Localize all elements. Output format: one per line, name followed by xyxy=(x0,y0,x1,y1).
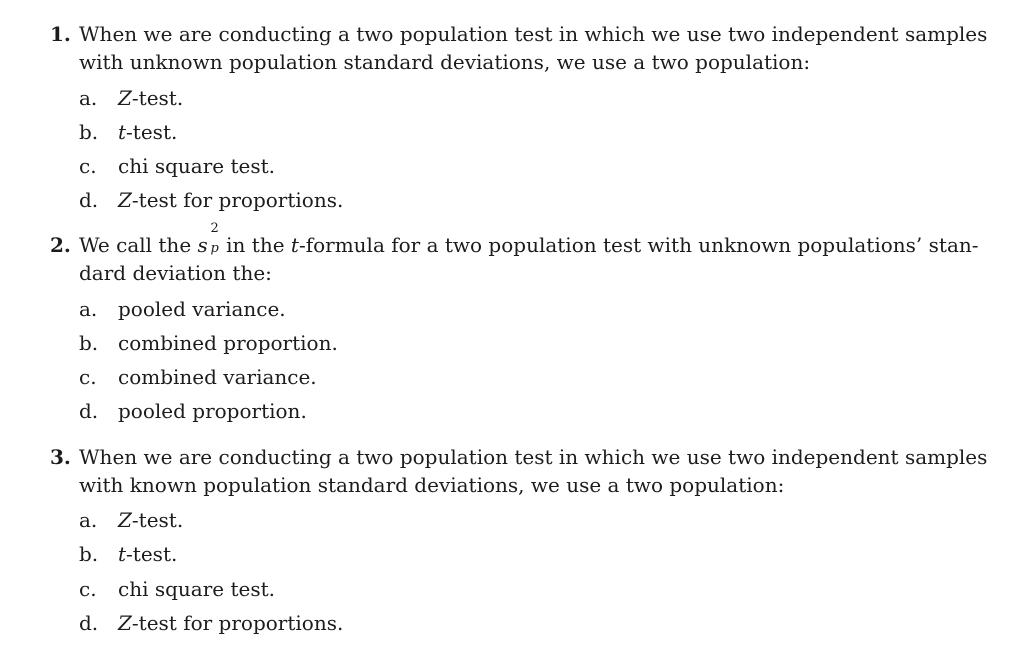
question-number: 2. xyxy=(50,233,71,257)
option-text xyxy=(118,609,343,637)
option-letter: b. xyxy=(79,542,99,566)
symbol-base: s xyxy=(197,233,208,257)
option-italic: Z xyxy=(118,508,132,532)
question-fragment: We call the xyxy=(79,233,192,257)
option-text: combined variance. xyxy=(118,365,317,389)
option-italic: t xyxy=(118,542,127,566)
option-c[interactable] xyxy=(0,363,1027,393)
option-letter: c. xyxy=(79,577,97,601)
option-text xyxy=(118,84,183,112)
option-a[interactable] xyxy=(0,506,1027,536)
option-rest: chi square test. xyxy=(118,154,275,178)
option-a[interactable] xyxy=(0,84,1027,114)
symbol-superscript: 2 xyxy=(210,221,219,236)
option-c[interactable] xyxy=(0,575,1027,605)
option-text xyxy=(118,152,275,180)
option-text xyxy=(118,506,183,534)
question-fragment: -formula for a two population test with unknown populations’ stan- xyxy=(298,233,979,257)
option-text xyxy=(118,186,343,214)
question-line: with known population standard deviations, we use a two population: xyxy=(79,473,785,497)
symbol-subscript: p xyxy=(210,241,219,256)
question-text xyxy=(79,221,979,287)
option-a[interactable] xyxy=(0,295,1027,325)
pooled-variance-symbol xyxy=(197,221,220,259)
question-text xyxy=(79,443,988,499)
option-d[interactable] xyxy=(0,186,1027,216)
option-letter: d. xyxy=(79,399,99,423)
option-letter: d. xyxy=(79,188,99,212)
option-text: combined proportion. xyxy=(118,331,338,355)
option-b[interactable] xyxy=(0,329,1027,359)
option-rest: chi square test. xyxy=(118,577,275,601)
option-text xyxy=(118,118,177,146)
question-line: with unknown population standard deviations, we use a two population: xyxy=(79,50,811,74)
option-letter: b. xyxy=(79,120,99,144)
option-text: pooled proportion. xyxy=(118,399,307,423)
question-italic: t xyxy=(290,233,299,257)
option-rest: -test. xyxy=(131,86,184,110)
option-rest: -test. xyxy=(131,508,184,532)
option-letter: d. xyxy=(79,611,99,635)
option-text xyxy=(118,575,275,603)
option-d[interactable] xyxy=(0,609,1027,639)
option-italic: t xyxy=(118,120,127,144)
question-line: When we are conducting a two population test in which we use two independent samples xyxy=(79,22,988,46)
question-text xyxy=(79,20,988,76)
question-fragment: in the xyxy=(226,233,285,257)
question-number: 1. xyxy=(50,22,71,46)
option-d[interactable] xyxy=(0,397,1027,427)
option-rest: -test. xyxy=(126,542,178,566)
option-letter: a. xyxy=(79,508,98,532)
option-italic: Z xyxy=(118,611,132,635)
option-text: pooled variance. xyxy=(118,297,286,321)
option-letter: a. xyxy=(79,297,98,321)
option-b[interactable] xyxy=(0,118,1027,148)
option-letter: c. xyxy=(79,154,97,178)
question-line xyxy=(79,221,979,259)
question-line: dard deviation the: xyxy=(79,261,272,285)
option-letter: a. xyxy=(79,86,98,110)
option-rest: -test. xyxy=(126,120,178,144)
option-text xyxy=(118,540,177,568)
option-c[interactable] xyxy=(0,152,1027,182)
question-line: When we are conducting a two population test in which we use two independent samples xyxy=(79,445,988,469)
option-letter: b. xyxy=(79,331,99,355)
option-letter: c. xyxy=(79,365,97,389)
option-italic: Z xyxy=(118,188,132,212)
option-rest: -test for proportions. xyxy=(131,611,344,635)
question-number: 3. xyxy=(50,445,71,469)
option-italic: Z xyxy=(118,86,132,110)
option-b[interactable] xyxy=(0,540,1027,570)
option-rest: -test for proportions. xyxy=(131,188,344,212)
